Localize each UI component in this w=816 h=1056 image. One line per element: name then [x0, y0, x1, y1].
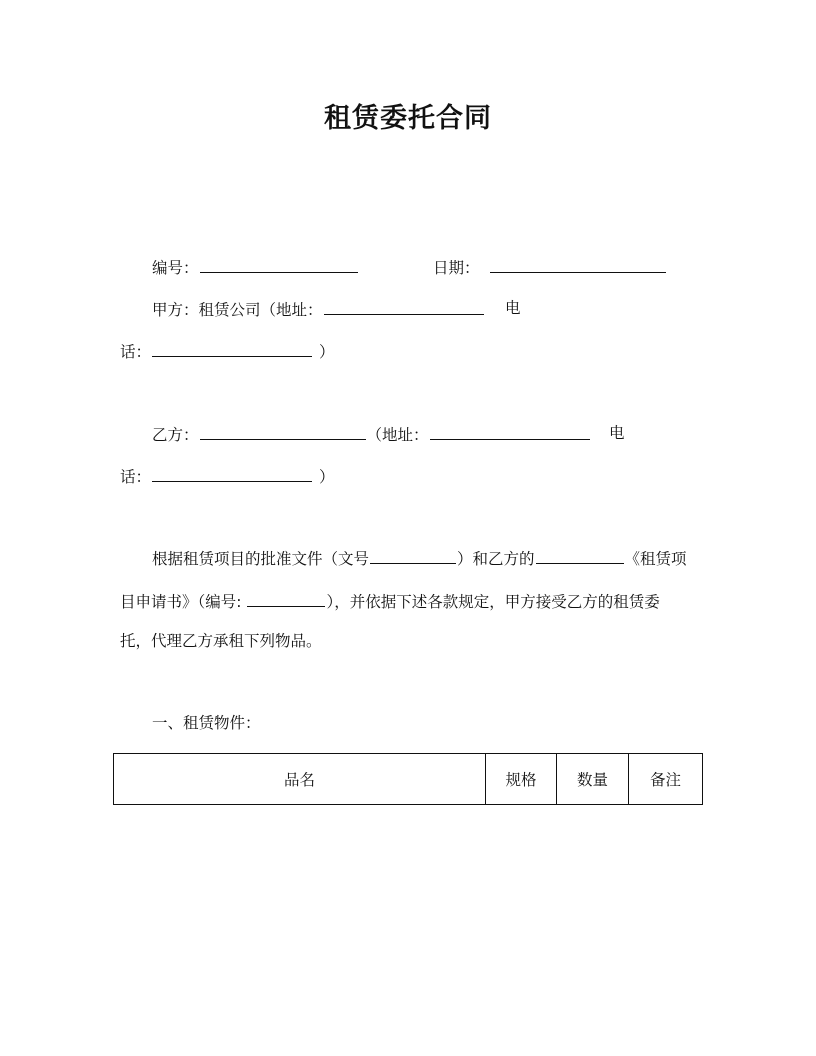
- party-b-phone-label-1: 电: [609, 424, 625, 442]
- party-b-address-blank[interactable]: [430, 421, 590, 440]
- party-a-row: [152, 296, 485, 320]
- body-line-1a: 根据租赁项目的批准文件（文号: [152, 550, 370, 568]
- table-header-quantity: 数量: [557, 754, 629, 804]
- party-a-label: 甲方：租赁公司（地址：: [152, 301, 323, 319]
- lease-items-table: [113, 753, 703, 805]
- party-b-phone-row: [120, 463, 335, 487]
- party-b-row: [152, 421, 591, 445]
- party-a-close: ）: [319, 343, 335, 361]
- party-a-address-blank[interactable]: [324, 296, 484, 315]
- body-line-2: [120, 588, 660, 612]
- number-blank[interactable]: [200, 254, 358, 273]
- number-row: [152, 254, 359, 278]
- doc-number-blank[interactable]: [370, 545, 456, 564]
- document-title: 租赁委托合同: [324, 103, 492, 134]
- date-label: 日期：: [433, 259, 480, 277]
- body-line-1: [152, 545, 687, 569]
- table-header-remarks: 备注: [649, 771, 681, 789]
- number-label: 编号：: [152, 259, 199, 277]
- party-b-label: 乙方：: [152, 426, 199, 444]
- party-b-phone-label-2: 话：: [120, 468, 152, 486]
- body-line-1b: ）和乙方的: [457, 550, 535, 568]
- date-row: [433, 254, 667, 278]
- party-b-name-blank[interactable]: [200, 421, 366, 440]
- application-number-blank[interactable]: [247, 588, 325, 607]
- table-header-name: 品名: [114, 754, 486, 804]
- party-a-phone-label-1: 电: [505, 299, 521, 317]
- party-b-applicant-blank[interactable]: [536, 545, 624, 564]
- section-1-heading: 一、租赁物件：: [152, 714, 261, 732]
- party-b-address-label: （地址：: [366, 426, 429, 444]
- party-b-phone-blank[interactable]: [152, 463, 312, 482]
- body-line-1c: 《租赁项: [624, 550, 687, 568]
- party-a-phone-row: [120, 338, 335, 362]
- party-b-close: ）: [319, 468, 335, 486]
- party-a-phone-label-2: 话：: [120, 343, 152, 361]
- date-blank[interactable]: [490, 254, 666, 273]
- body-line-2a: 目申请书》（编号:: [120, 593, 242, 611]
- table-header-spec: 规格: [486, 754, 557, 804]
- party-a-phone-blank[interactable]: [152, 338, 312, 357]
- body-line-3: 托，代理乙方承租下列物品。: [120, 632, 322, 650]
- body-line-2b: ），并依据下述各款规定，甲方接受乙方的租赁委: [326, 593, 660, 611]
